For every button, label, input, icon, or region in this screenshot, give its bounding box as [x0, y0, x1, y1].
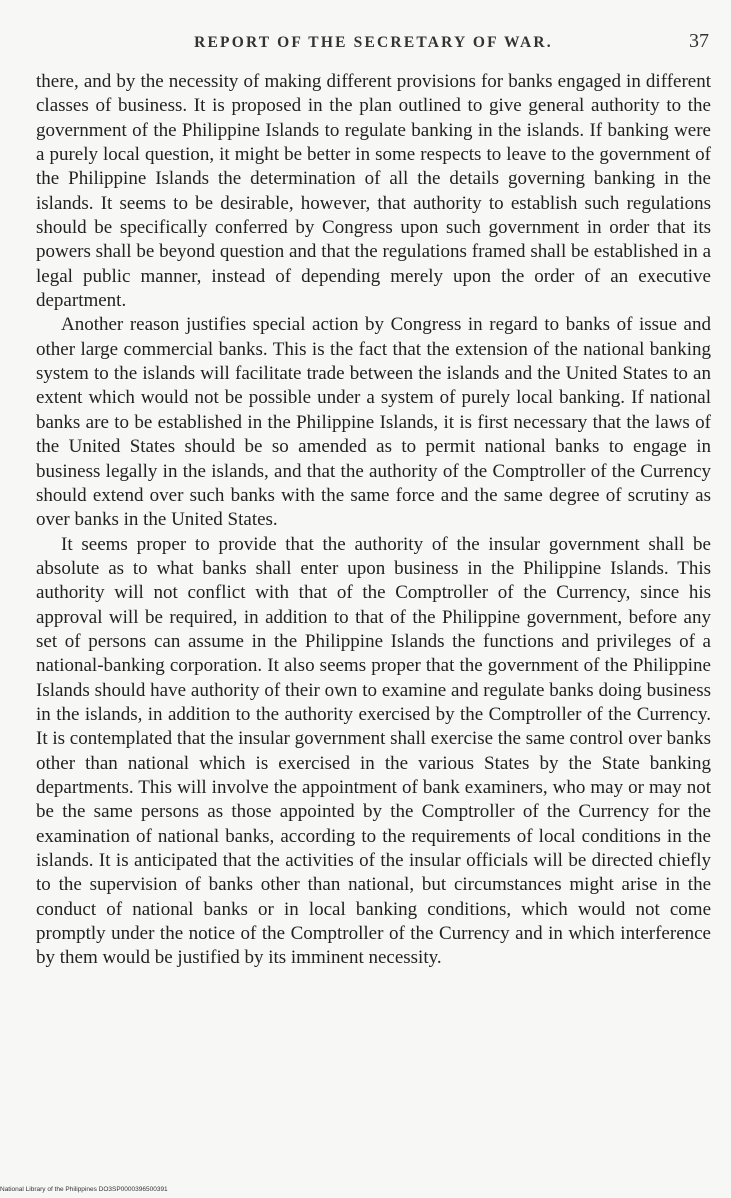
page-number: 37	[689, 30, 709, 52]
running-head: REPORT OF THE SECRETARY OF WAR.	[194, 34, 553, 51]
paragraph-3: It seems proper to provide that the authority of the insular government shall be absolute as to what banks shall enter upon business in the Philippine Islands. This authority will not conflict with that of the Comptroller of the Currency, since his approval will be required, in addition to that of the Philippine government, before any set of persons can assume in the Philippine Islands the functions and privileges of a national-banking corporation. It also seems proper that the government of the Philippine Islands should have authority of their own to examine and regulate banks doing business in the islands, in addition to the authority exercised by the Comptroller of the Currency. It is contemplated that the insular government shall exercise the same control over banks other than national which is exercised in the various States by the State banking departments. This will involve the appointment of bank examiners, who may or may not be the same persons as those appointed by the Comptroller of the Currency for the examination of national banks, according to the requirements of local conditions in the islands. It is anticipated that the activities of the insular officials will be directed chiefly to the supervision of banks other than national, but circumstances might arise in the conduct of national banks or in local banking conditions, which would not come promptly under the notice of the Comptroller of the Currency and in which interference by them would be justified by its imminent necessity.	[36, 533, 711, 969]
body-text	[36, 70, 711, 971]
paragraph-2: Another reason justifies special action by Congress in regard to banks of issue and other large commercial banks. This is the fact that the extension of the national banking system to the islands will facilitate trade between the islands and the United States to an extent which would not be possible under a system of purely local banking. If national banks are to be established in the Philippine Islands, it is first necessary that the laws of the United States should be so amended as to permit national banks to engage in business legally in the islands, and that the authority of the Comptroller of the Currency should extend over such banks with the same force and the same degree of scrutiny as over banks in the United States.	[36, 314, 711, 531]
paragraph-1: there, and by the necessity of making different provisions for banks engaged in different classes of business. It is proposed in the plan outlined to give general authority to the government of the Philippine Islands to regulate banking in the islands. If banking were a purely local question, it might be better in some respects to leave to the government of the Philippine Islands the determination of all the details governing banking in the islands. It seems to be desirable, however, that authority to establish such regulations should be specifically conferred by Congress upon such government in order that its powers shall be beyond question and that the regulations framed shall be established in a legal public manner, instead of depending merely upon the order of an executive department.	[36, 71, 711, 312]
page-header	[36, 30, 711, 60]
scan-footer: National Library of the Philippines DO3SP0000396500391	[0, 1186, 168, 1193]
